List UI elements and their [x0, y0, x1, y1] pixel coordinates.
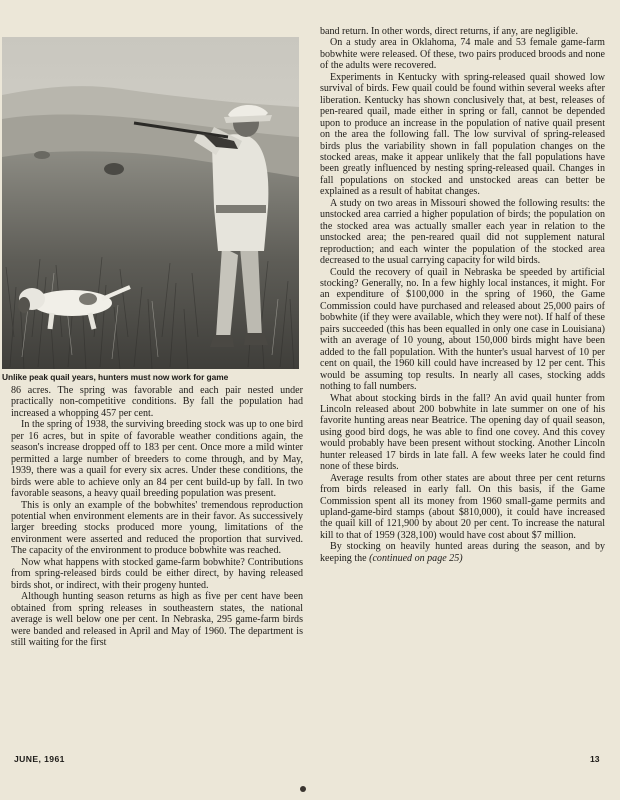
paragraph: Although hunting season returns as high as five per cent have been obtained from spring releases in southeastern states, the national average is well below one per cent. In Nebraska, 295 game-farm birds were banded and released in April and May of 1960. The department is still waiting for the first	[11, 591, 303, 648]
left-text-column	[11, 385, 303, 648]
paragraph: band return. In other words, direct returns, if any, are negligible.	[320, 26, 578, 37]
paragraph: What about stocking birds in the fall? An avid quail hunter from Lincoln released about 200 bobwhite in late summer on one of his favorite hunting areas near Beatrice. The opening day of quail season, using good bird dogs, he was able to find one covey. And this covey would probably have been present without stocking. Another Lincoln hunter released 17 birds in late fall. A few weeks later he could find none of these birds.	[320, 392, 605, 473]
paragraph: Could the recovery of quail in Nebraska be speeded by artificial stocking? Generally, no. In a few highly local instances, it might. For an expenditure of $100,000 in the spring of 1960, the Game Commission could have purchased and released about 25,000 pairs of bobwhite (if they were available, which they were not). If half of these pairs succeeded (this has been equalled in only one case in Louisiana) with an average of 10 young, about 150,000 birds might have been added to the fall population. With the hunter's usual harvest of 10 per cent on quail, the 1960 kill could have increased by 12 per cent. This would be assuming top results. In nearly all cases, stocking adds nothing to fall numbers.	[320, 266, 605, 393]
hunter-and-dog-illustration	[2, 37, 299, 369]
binding-hole-mark	[300, 786, 306, 792]
issue-date: JUNE, 1961	[14, 754, 65, 764]
hunting-photo	[2, 37, 299, 369]
paragraph: On a study area in Oklahoma, 74 male and 53 female game-farm bobwhite were released. Of these, two pairs produced broods and none of the adults were recovered.	[320, 37, 605, 72]
paragraph: In the spring of 1938, the surviving breeding stock was up to one bird per 16 acres, but in spite of favorable weather conditions again, the season's increase dropped off to 183 per cent. Once more a mild winter permitted a large number of breeders to come through, and by May, 1939, there was a quail for every six acres. Under these conditions, the birds were able to achieve only an 84 per cent build-up by fall. In two favorable seasons, a heavy quail breeding population was present.	[11, 419, 303, 500]
paragraph: This is only an example of the bobwhites' tremendous reproduction potential when environment elements are in their favor. As successively larger breeding stocks produced more young, limitations of the environment were asserted and reduced the proportion that survived. The capacity of the environment to produce bobwhite was reached.	[11, 499, 303, 557]
photo-caption: Unlike peak quail years, hunters must now work for game	[2, 372, 229, 382]
last-paragraph	[320, 541, 605, 564]
paragraph: A study on two areas in Missouri showed the following results: the unstocked area carried a higher population of birds; the population on the stocked area was actually smaller each year in relation to the unstocked area; the pen-reared quail did not supplement natural reproduction; and each winter the population of the stocked area decreased to the usual carrying capacity for wild birds.	[320, 197, 605, 267]
paragraph: Average results from other states are about three per cent returns from birds released in early fall. On this basis, if the Game Commission spent all its money from 1960 small-game permits and upland-game-bird stamps (about $810,000), it could have increased the quail kill of 121,900 by about 20 per cent. To increase the natural kill to that of 1959 (328,100) would have cost about $7 million.	[320, 472, 605, 541]
continued-note: (continued on page 25)	[369, 552, 463, 564]
paragraph: 86 acres. The spring was favorable and each pair nested under practically non-competitive conditions. By fall the population had increased a whopping 457 per cent.	[11, 385, 303, 419]
paragraph: Experiments in Kentucky with spring-released quail showed low survival of birds. Few quail could be found within several weeks after liberation. Kentucky has shown conclusively that, at best, releases of pen-reared quail, made either in spring or fall, cannot be depended upon to produce an increase in the population of native quail present on the area the following fall. The low survival of spring-released birds plus the variability shown in fall population changes on the stocked areas, make it appear unlikely that the fall populations have been greatly influenced by nesting spring-released quail. Changes in fall populations on stocked and unstocked areas can better be explained as a result of habitat changes.	[320, 71, 605, 198]
paragraph-text: By stocking on heavily hunted areas during the season, and by keeping the	[320, 541, 605, 564]
page-number: 13	[590, 754, 600, 764]
paragraph: Now what happens with stocked game-farm bobwhite? Contributions from spring-released birds could be either direct, by having released birds shot, or indirect, with their progeny hunted.	[11, 556, 303, 591]
right-text-column	[320, 26, 605, 564]
